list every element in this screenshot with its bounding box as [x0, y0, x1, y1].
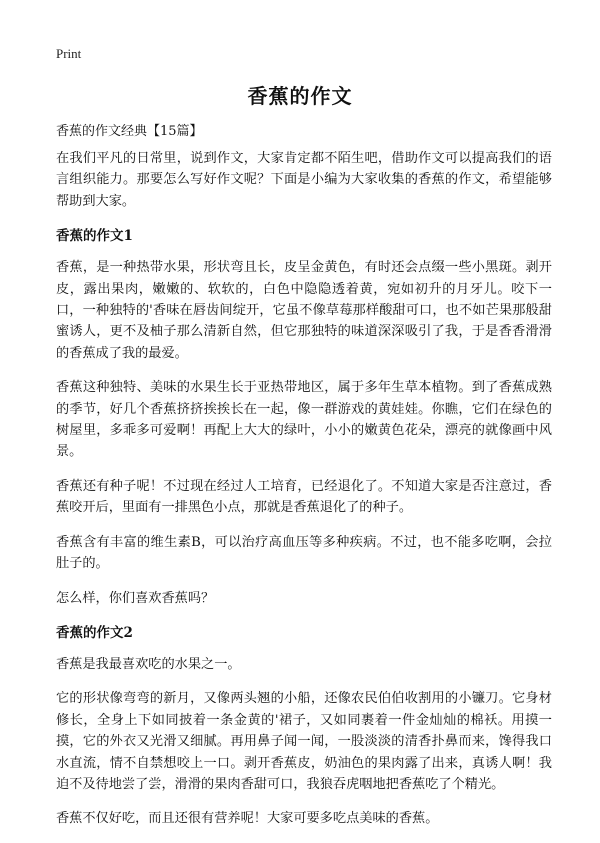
print-link[interactable]: Print	[56, 46, 82, 61]
section-heading: 香蕉的作文1	[56, 228, 133, 245]
page-title: 香蕉的作文	[247, 84, 353, 108]
paragraph: 怎么样，你们喜欢香蕉吗？	[56, 590, 215, 606]
paragraph: 香蕉不仅好吃，而且还很有营养呢！大家可要多吃点美味的香蕉。	[56, 811, 439, 827]
paragraph: 香蕉含有丰富的维生素B，可以治疗高血压等多种疾病。不过，也不能多吃啊，会拉肚子的。	[56, 534, 552, 572]
section-heading: 香蕉的作文2	[56, 624, 133, 641]
paragraph: 香蕉还有种子呢！不过现在经过人工培育，已经退化了。不知道大家是否注意过，香蕉咬开后，里面有一排黑色小点，那就是香蕉退化了的种子。	[56, 478, 552, 516]
paragraph: 香蕉这种独特、美味的水果生长于亚热带地区，属于多年生草本植物。到了香蕉成熟的季节，好几个香蕉挤挤挨挨长在一起，像一群游戏的黄娃娃。你瞧，它们在绿色的树屋里，多乖多可爱啊！再配上大大的绿叶，小小的嫩黄色花朵，漂亮的就像画中风景。	[56, 380, 552, 460]
subtitle: 香蕉的作文经典【15篇】	[56, 124, 203, 139]
intro-paragraph: 在我们平凡的日常里，说到作文，大家肯定都不陌生吧，借助作文可以提高我们的语言组织能力。那要怎么写好作文呢？下面是小编为大家收集的香蕉的作文，希望能够帮助到大家。	[56, 151, 552, 209]
paragraph: 香蕉，是一种热带水果，形状弯且长，皮呈金黄色，有时还会点缀一些小黑斑。剥开皮，露出果肉，嫩嫩的、软软的，白色中隐隐透着黄，宛如初升的月牙儿。咬下一口，一种独特的'香味在唇齿间绽开，它虽不像草莓那样酸甜可口，也不如芒果那般甜蜜诱人，更不及柚子那么清新自然，但它那独特的味道深深吸引了我，于是香香滑滑的香蕉成了我的最爱。	[56, 260, 552, 361]
article-body	[56, 148, 552, 843]
paragraph: 它的形状像弯弯的新月，又像两头翘的小船，还像农民伯伯收割用的小镰刀。它身材修长，全身上下如同披着一条金黄的'裙子，又如同裹着一件金灿灿的棉袄。用摸一摸，它的外衣又光滑又细腻。再用鼻子闻一闻，一股淡淡的清香扑鼻而来，馋得我口水直流，情不自禁想咬上一口。剥开香蕉皮，奶油色的果肉露了出来，真诱人啊！我迫不及待地尝了尝，滑滑的果肉香甜可口，我狼吞虎咽地把香蕉吃了个精光。	[56, 691, 552, 792]
paragraph: 香蕉是我最喜欢吃的水果之一。	[56, 656, 241, 672]
